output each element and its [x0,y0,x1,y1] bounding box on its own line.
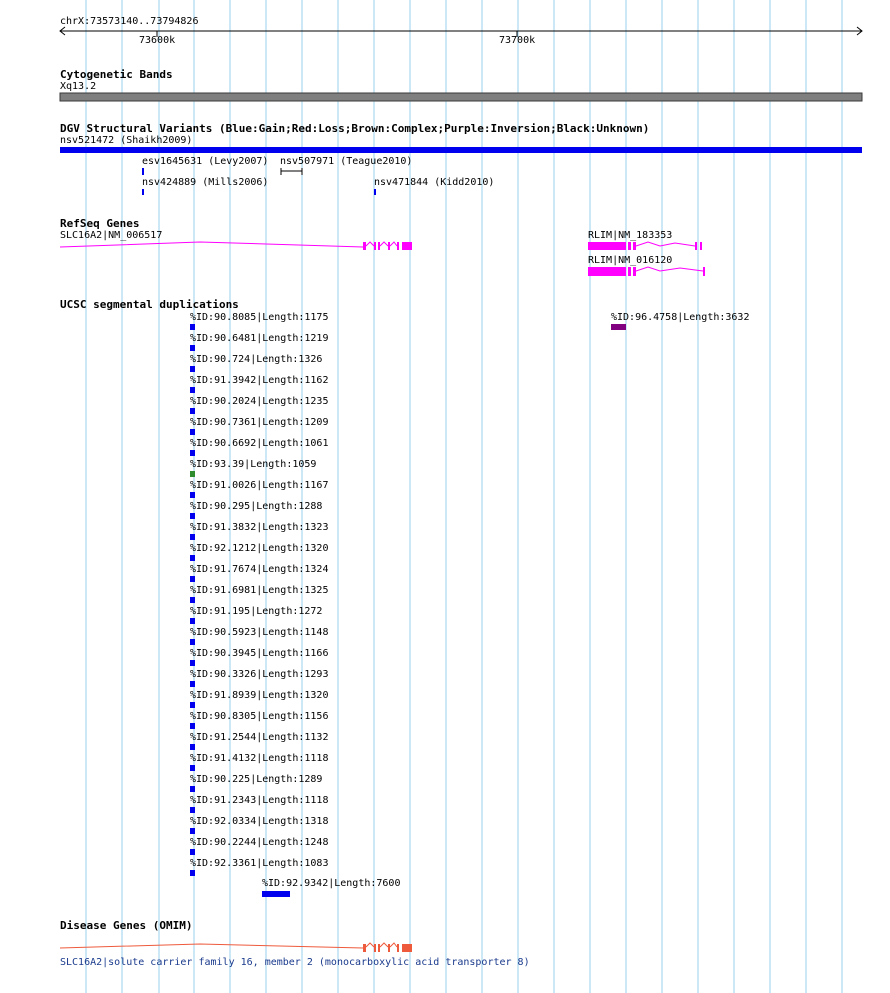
segdup-label[interactable]: %ID:91.3832|Length:1323 [190,522,329,533]
segdup-label[interactable]: %ID:90.6692|Length:1061 [190,438,329,449]
track-title-dgv: DGV Structural Variants (Blue:Gain;Red:Loss;Brown:Complex;Purple:Inversion;Black:Unknown) [60,122,650,135]
omim-gene-label[interactable]: SLC16A2|solute carrier family 16, member 2 (monocarboxylic acid transporter 8) [60,957,530,968]
refseq-gene-label[interactable]: RLIM|NM_183353 [588,230,673,241]
ruler-tick-label: 73700k [499,35,536,46]
omim-gene-slc16a2[interactable] [60,943,412,952]
cytoband-label[interactable]: Xq13.2 [60,81,97,92]
segdup-label[interactable]: %ID:90.2244|Length:1248 [190,837,329,848]
segdup-label[interactable]: %ID:90.8085|Length:1175 [190,312,329,323]
segdup-label[interactable]: %ID:91.3942|Length:1162 [190,375,329,386]
segdup-label[interactable]: %ID:91.7674|Length:1324 [190,564,329,575]
track-title-segdups: UCSC segmental duplications [60,298,239,311]
segdup-label[interactable]: %ID:91.0026|Length:1167 [190,480,329,491]
segdup-label[interactable]: %ID:92.3361|Length:1083 [190,858,329,869]
segdup-label[interactable]: %ID:90.2024|Length:1235 [190,396,329,407]
dgv-variant-label[interactable]: nsv507971 (Teague2010) [280,156,413,167]
segdup-label[interactable]: %ID:90.6481|Length:1219 [190,333,329,344]
segdup-label[interactable]: %ID:91.8939|Length:1320 [190,690,329,701]
segdup-label[interactable]: %ID:91.195|Length:1272 [190,606,323,617]
refseq-gene-label[interactable]: RLIM|NM_016120 [588,255,673,266]
segdup-label[interactable]: %ID:90.295|Length:1288 [190,501,323,512]
segdup-label[interactable]: %ID:92.9342|Length:7600 [262,878,401,889]
ruler-tick-label: 73600k [139,35,176,46]
segdup-label[interactable]: %ID:90.5923|Length:1148 [190,627,329,638]
dgv-variant-label[interactable]: nsv471844 (Kidd2010) [374,177,495,188]
segdup-label[interactable]: %ID:91.2544|Length:1132 [190,732,329,743]
refseq-gene-label[interactable]: SLC16A2|NM_006517 [60,230,163,241]
segdup-label[interactable]: %ID:90.8305|Length:1156 [190,711,329,722]
segdup-label[interactable]: %ID:92.1212|Length:1320 [190,543,329,554]
segdup-label[interactable]: %ID:90.3945|Length:1166 [190,648,329,659]
segdup-label[interactable]: %ID:90.3326|Length:1293 [190,669,329,680]
dgv-variant-label[interactable]: nsv424889 (Mills2006) [142,177,269,188]
segdup-label[interactable]: %ID:91.2343|Length:1118 [190,795,329,806]
track-title-omim: Disease Genes (OMIM) [60,919,193,932]
segdup-label[interactable]: %ID:90.724|Length:1326 [190,354,323,365]
ruler-location: chrX:73573140..73794826 [60,16,199,27]
dgv-variant-label[interactable]: esv1645631 (Levy2007) [142,156,269,167]
segdup-label[interactable]: %ID:92.0334|Length:1318 [190,816,329,827]
segdup-label[interactable]: %ID:93.39|Length:1059 [190,459,317,470]
segdup-label[interactable]: %ID:90.7361|Length:1209 [190,417,329,428]
track-title-refseq: RefSeq Genes [60,217,140,230]
track-title-cytoband: Cytogenetic Bands [60,68,173,81]
segdup-label[interactable]: %ID:91.4132|Length:1118 [190,753,329,764]
segdup-label[interactable]: %ID:96.4758|Length:3632 [611,312,750,323]
segdup-label[interactable]: %ID:91.6981|Length:1325 [190,585,329,596]
segdup-label[interactable]: %ID:90.225|Length:1289 [190,774,323,785]
dgv-variant-label[interactable]: nsv521472 (Shaikh2009) [60,135,193,146]
